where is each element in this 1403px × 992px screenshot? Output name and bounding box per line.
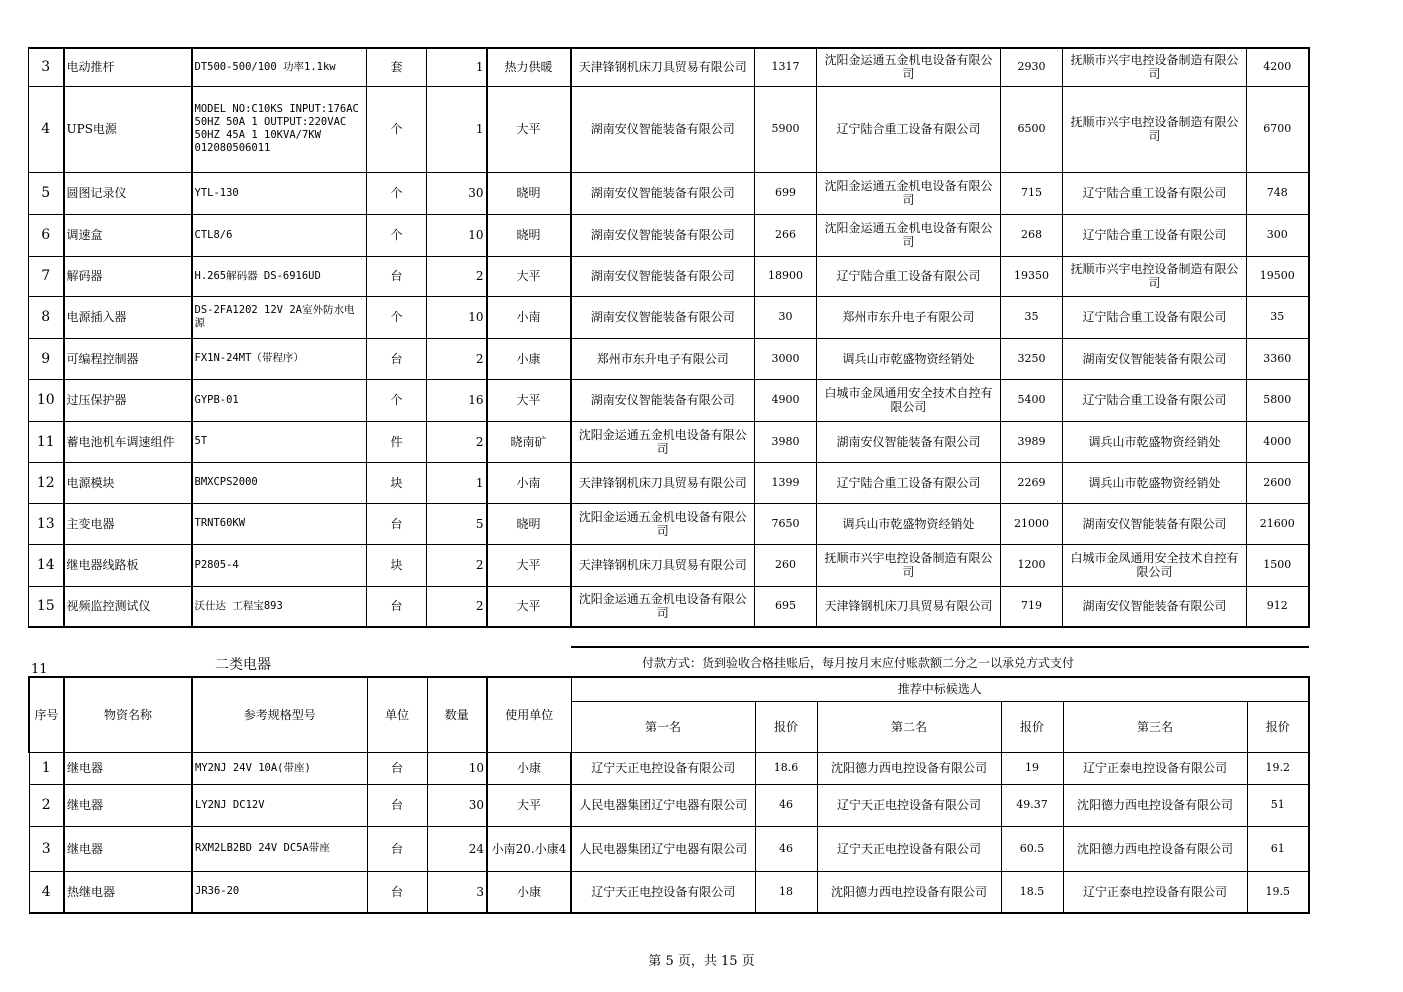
- third-price: 19.2: [1247, 752, 1309, 784]
- second-price: 6500: [1001, 86, 1063, 172]
- second-supplier: 天津锋钢机床刀具贸易有限公司: [817, 586, 1001, 627]
- table-row: [29, 544, 1309, 586]
- third-price: 4000: [1247, 421, 1309, 462]
- first-price: 5900: [755, 86, 817, 172]
- table-body: [29, 752, 1309, 913]
- second-price: 60.5: [1001, 826, 1063, 871]
- header-no: 序号: [29, 677, 64, 752]
- first-price: 1317: [755, 48, 817, 86]
- third-supplier: 湖南安仪智能装备有限公司: [1063, 503, 1247, 544]
- payment-terms: 付款方式：货到验收合格挂账后，每月按月末应付账款额二分之一以承兑方式支付: [642, 656, 1075, 670]
- first-supplier: 人民电器集团辽宁电器有限公司: [571, 784, 755, 826]
- first-supplier: 辽宁天正电控设备有限公司: [571, 871, 755, 913]
- row-number: 15: [29, 586, 64, 627]
- quantity: 30: [427, 784, 487, 826]
- third-supplier: 湖南安仪智能装备有限公司: [1063, 586, 1247, 627]
- first-supplier: 湖南安仪智能装备有限公司: [571, 379, 755, 421]
- second-price: 1200: [1001, 544, 1063, 586]
- quantity: 1: [427, 86, 487, 172]
- table-row: [29, 871, 1309, 913]
- quantity: 1: [427, 462, 487, 503]
- first-price: 1399: [755, 462, 817, 503]
- first-price: 4900: [755, 379, 817, 421]
- third-supplier: 沈阳德力西电控设备有限公司: [1063, 826, 1247, 871]
- unit: 个: [367, 214, 427, 256]
- item-name: 继电器: [64, 826, 192, 871]
- spec-model: BMXCPS2000: [192, 462, 367, 503]
- item-name: 调速盒: [64, 214, 192, 256]
- second-supplier: 辽宁天正电控设备有限公司: [817, 784, 1001, 826]
- item-name: 热继电器: [64, 871, 192, 913]
- unit: 块: [367, 544, 427, 586]
- section-title: 二类电器: [215, 657, 271, 673]
- second-price: 719: [1001, 586, 1063, 627]
- first-supplier: 天津锋钢机床刀具贸易有限公司: [571, 48, 755, 86]
- second-supplier: 调兵山市乾盛物资经销处: [817, 503, 1001, 544]
- first-price: 3000: [755, 338, 817, 379]
- third-price: 5800: [1247, 379, 1309, 421]
- third-supplier: 调兵山市乾盛物资经销处: [1063, 421, 1247, 462]
- first-supplier: 湖南安仪智能装备有限公司: [571, 86, 755, 172]
- second-supplier: 湖南安仪智能装备有限公司: [817, 421, 1001, 462]
- third-price: 912: [1247, 586, 1309, 627]
- second-price: 18.5: [1001, 871, 1063, 913]
- row-number: 10: [29, 379, 64, 421]
- spec-model: TRNT60KW: [192, 503, 367, 544]
- table-row: [29, 296, 1309, 338]
- unit: 件: [367, 421, 427, 462]
- header-price3: 报价: [1247, 701, 1309, 752]
- unit: 个: [367, 172, 427, 214]
- using-unit: 小康: [487, 871, 571, 913]
- third-price: 19.5: [1247, 871, 1309, 913]
- row-number: 2: [29, 784, 64, 826]
- table-row: [29, 379, 1309, 421]
- first-price: 699: [755, 172, 817, 214]
- spec-model: LY2NJ DC12V: [192, 784, 367, 826]
- footer-suffix: 页: [741, 954, 755, 969]
- table-row: [29, 172, 1309, 214]
- using-unit: 大平: [487, 379, 571, 421]
- header-name: 物资名称: [64, 677, 192, 752]
- second-price: 3250: [1001, 338, 1063, 379]
- item-name: 可编程控制器: [64, 338, 192, 379]
- row-number: 6: [29, 214, 64, 256]
- row-number: 1: [29, 752, 64, 784]
- second-supplier: 沈阳德力西电控设备有限公司: [817, 752, 1001, 784]
- header-second: 第二名: [817, 701, 1001, 752]
- spec-model: DS-2FA1202 12V 2A室外防水电源: [192, 296, 367, 338]
- table-body: [29, 48, 1309, 627]
- using-unit: 大平: [487, 586, 571, 627]
- spec-model: MODEL NO:C10KS INPUT:176AC 50HZ 50A 1 OUTPUT:220VAC 50HZ 45A 1 10KVA/7KW 012080506011: [192, 86, 367, 172]
- using-unit: 热力供暖: [487, 48, 571, 86]
- second-supplier: 郑州市东升电子有限公司: [817, 296, 1001, 338]
- row-number: 5: [29, 172, 64, 214]
- unit: 台: [367, 256, 427, 296]
- spec-model: JR36-20: [192, 871, 367, 913]
- first-price: 18900: [755, 256, 817, 296]
- spec-model: YTL-130: [192, 172, 367, 214]
- first-supplier: 沈阳金运通五金机电设备有限公司: [571, 586, 755, 627]
- item-name: 电动推杆: [64, 48, 192, 86]
- footer-total: 15: [721, 954, 738, 969]
- item-name: 圆图记录仪: [64, 172, 192, 214]
- spec-model: GYPB-01: [192, 379, 367, 421]
- spec-model: 5T: [192, 421, 367, 462]
- footer-prefix: 第: [648, 954, 662, 969]
- first-price: 46: [755, 784, 817, 826]
- second-price: 21000: [1001, 503, 1063, 544]
- using-unit: 小康: [487, 752, 571, 784]
- second-price: 3989: [1001, 421, 1063, 462]
- second-price: 19350: [1001, 256, 1063, 296]
- first-supplier: 湖南安仪智能装备有限公司: [571, 172, 755, 214]
- second-price: 49.37: [1001, 784, 1063, 826]
- quantity: 2: [427, 544, 487, 586]
- third-price: 35: [1247, 296, 1309, 338]
- header-spec: 参考规格型号: [192, 677, 367, 752]
- unit: 个: [367, 379, 427, 421]
- third-supplier: 辽宁正泰电控设备有限公司: [1063, 871, 1247, 913]
- unit: 台: [367, 784, 427, 826]
- row-number: 7: [29, 256, 64, 296]
- third-price: 6700: [1247, 86, 1309, 172]
- row-number: 9: [29, 338, 64, 379]
- second-price: 715: [1001, 172, 1063, 214]
- third-supplier: 抚顺市兴宇电控设备制造有限公司: [1063, 86, 1247, 172]
- third-price: 2600: [1247, 462, 1309, 503]
- header-price2: 报价: [1001, 701, 1063, 752]
- second-supplier: 沈阳德力西电控设备有限公司: [817, 871, 1001, 913]
- item-name: 继电器: [64, 784, 192, 826]
- spec-model: RXM2LB2BD 24V DC5A带座: [192, 826, 367, 871]
- spec-model: MY2NJ 24V 10A(带座): [192, 752, 367, 784]
- quantity: 10: [427, 752, 487, 784]
- page-footer: [0, 950, 1403, 969]
- row-number: 14: [29, 544, 64, 586]
- table-row: [29, 214, 1309, 256]
- third-supplier: 辽宁正泰电控设备有限公司: [1063, 752, 1247, 784]
- first-price: 18: [755, 871, 817, 913]
- third-price: 1500: [1247, 544, 1309, 586]
- section-number: 11: [31, 662, 48, 677]
- table-row: [29, 338, 1309, 379]
- header-price1: 报价: [755, 701, 817, 752]
- table-row: [29, 503, 1309, 544]
- second-price: 2930: [1001, 48, 1063, 86]
- quantity: 2: [427, 586, 487, 627]
- third-price: 3360: [1247, 338, 1309, 379]
- using-unit: 大平: [487, 256, 571, 296]
- spec-model: CTL8/6: [192, 214, 367, 256]
- third-supplier: 调兵山市乾盛物资经销处: [1063, 462, 1247, 503]
- unit: 个: [367, 296, 427, 338]
- third-supplier: 辽宁陆合重工设备有限公司: [1063, 379, 1247, 421]
- header-unit: 单位: [367, 677, 427, 752]
- table-row: [29, 421, 1309, 462]
- second-supplier: 沈阳金运通五金机电设备有限公司: [817, 48, 1001, 86]
- quantity: 2: [427, 421, 487, 462]
- item-name: UPS电源: [64, 86, 192, 172]
- spec-model: FX1N-24MT（带程序）: [192, 338, 367, 379]
- using-unit: 晓明: [487, 214, 571, 256]
- first-supplier: 郑州市东升电子有限公司: [571, 338, 755, 379]
- third-price: 19500: [1247, 256, 1309, 296]
- third-supplier: 白城市金凤通用安全技术自控有限公司: [1063, 544, 1247, 586]
- first-price: 695: [755, 586, 817, 627]
- first-supplier: 沈阳金运通五金机电设备有限公司: [571, 421, 755, 462]
- row-number: 13: [29, 503, 64, 544]
- row-number: 8: [29, 296, 64, 338]
- unit: 台: [367, 826, 427, 871]
- item-name: 主变电器: [64, 503, 192, 544]
- payment-divider: [571, 646, 1309, 648]
- second-supplier: 抚顺市兴宇电控设备制造有限公司: [817, 544, 1001, 586]
- footer-mid: 页，共: [677, 954, 717, 969]
- procurement-table-continued: [28, 47, 1310, 628]
- spec-model: DT500-500/100 功率1.1kw: [192, 48, 367, 86]
- first-supplier: 湖南安仪智能装备有限公司: [571, 256, 755, 296]
- using-unit: 晓明: [487, 503, 571, 544]
- first-price: 30: [755, 296, 817, 338]
- third-price: 21600: [1247, 503, 1309, 544]
- second-supplier: 调兵山市乾盛物资经销处: [817, 338, 1001, 379]
- using-unit: 晓明: [487, 172, 571, 214]
- third-supplier: 抚顺市兴宇电控设备制造有限公司: [1063, 256, 1247, 296]
- second-price: 2269: [1001, 462, 1063, 503]
- quantity: 3: [427, 871, 487, 913]
- unit: 台: [367, 752, 427, 784]
- table-row: [29, 784, 1309, 826]
- third-price: 300: [1247, 214, 1309, 256]
- item-name: 蓄电池机车调速组件: [64, 421, 192, 462]
- spec-model: P2805-4: [192, 544, 367, 586]
- item-name: 解码器: [64, 256, 192, 296]
- first-supplier: 天津锋钢机床刀具贸易有限公司: [571, 462, 755, 503]
- table-row: [29, 48, 1309, 86]
- table-row: [29, 462, 1309, 503]
- header-qty: 数量: [427, 677, 487, 752]
- second-price: 19: [1001, 752, 1063, 784]
- first-price: 260: [755, 544, 817, 586]
- table-row: [29, 586, 1309, 627]
- second-supplier: 辽宁陆合重工设备有限公司: [817, 86, 1001, 172]
- third-price: 748: [1247, 172, 1309, 214]
- second-price: 35: [1001, 296, 1063, 338]
- unit: 台: [367, 586, 427, 627]
- header-first: 第一名: [571, 701, 755, 752]
- quantity: 5: [427, 503, 487, 544]
- footer-page: 5: [665, 954, 674, 969]
- using-unit: 小南: [487, 462, 571, 503]
- item-name: 过压保护器: [64, 379, 192, 421]
- table-header: [29, 677, 1309, 752]
- table-row: [29, 752, 1309, 784]
- first-supplier: 湖南安仪智能装备有限公司: [571, 214, 755, 256]
- third-supplier: 湖南安仪智能装备有限公司: [1063, 338, 1247, 379]
- row-number: 3: [29, 826, 64, 871]
- third-price: 51: [1247, 784, 1309, 826]
- using-unit: 大平: [487, 544, 571, 586]
- row-number: 3: [29, 48, 64, 86]
- second-supplier: 辽宁天正电控设备有限公司: [817, 826, 1001, 871]
- using-unit: 晓南矿: [487, 421, 571, 462]
- third-supplier: 辽宁陆合重工设备有限公司: [1063, 172, 1247, 214]
- using-unit: 小康: [487, 338, 571, 379]
- unit: 个: [367, 86, 427, 172]
- item-name: 继电器线路板: [64, 544, 192, 586]
- third-price: 61: [1247, 826, 1309, 871]
- using-unit: 小南20.小康4: [487, 826, 571, 871]
- spec-model: 沃仕达 工程宝893: [192, 586, 367, 627]
- second-supplier: 白城市金凤通用安全技术自控有限公司: [817, 379, 1001, 421]
- third-supplier: 抚顺市兴宇电控设备制造有限公司: [1063, 48, 1247, 86]
- first-price: 3980: [755, 421, 817, 462]
- unit: 台: [367, 338, 427, 379]
- quantity: 2: [427, 338, 487, 379]
- row-number: 12: [29, 462, 64, 503]
- second-supplier: 沈阳金运通五金机电设备有限公司: [817, 214, 1001, 256]
- table-row: [29, 256, 1309, 296]
- row-number: 4: [29, 86, 64, 172]
- item-name: 继电器: [64, 752, 192, 784]
- second-price: 268: [1001, 214, 1063, 256]
- unit: 套: [367, 48, 427, 86]
- first-supplier: 天津锋钢机床刀具贸易有限公司: [571, 544, 755, 586]
- unit: 台: [367, 871, 427, 913]
- first-supplier: 人民电器集团辽宁电器有限公司: [571, 826, 755, 871]
- second-supplier: 沈阳金运通五金机电设备有限公司: [817, 172, 1001, 214]
- table-row: [29, 826, 1309, 871]
- using-unit: 大平: [487, 784, 571, 826]
- quantity: 10: [427, 296, 487, 338]
- first-supplier: 沈阳金运通五金机电设备有限公司: [571, 503, 755, 544]
- first-price: 7650: [755, 503, 817, 544]
- header-user: 使用单位: [487, 677, 571, 752]
- quantity: 10: [427, 214, 487, 256]
- unit: 台: [367, 503, 427, 544]
- quantity: 1: [427, 48, 487, 86]
- first-price: 46: [755, 826, 817, 871]
- row-number: 11: [29, 421, 64, 462]
- using-unit: 大平: [487, 86, 571, 172]
- first-supplier: 湖南安仪智能装备有限公司: [571, 296, 755, 338]
- row-number: 4: [29, 871, 64, 913]
- electrical-table: [28, 676, 1310, 914]
- quantity: 16: [427, 379, 487, 421]
- third-supplier: 沈阳德力西电控设备有限公司: [1063, 784, 1247, 826]
- third-price: 4200: [1247, 48, 1309, 86]
- second-supplier: 辽宁陆合重工设备有限公司: [817, 462, 1001, 503]
- item-name: 视频监控测试仪: [64, 586, 192, 627]
- item-name: 电源插入器: [64, 296, 192, 338]
- spec-model: H.265解码器 DS-6916UD: [192, 256, 367, 296]
- quantity: 30: [427, 172, 487, 214]
- second-supplier: 辽宁陆合重工设备有限公司: [817, 256, 1001, 296]
- table-row: [29, 86, 1309, 172]
- second-price: 5400: [1001, 379, 1063, 421]
- unit: 块: [367, 462, 427, 503]
- third-supplier: 辽宁陆合重工设备有限公司: [1063, 296, 1247, 338]
- third-supplier: 辽宁陆合重工设备有限公司: [1063, 214, 1247, 256]
- item-name: 电源模块: [64, 462, 192, 503]
- first-supplier: 辽宁天正电控设备有限公司: [571, 752, 755, 784]
- header-third: 第三名: [1063, 701, 1247, 752]
- header-recommend: 推荐中标候选人: [571, 677, 1309, 701]
- first-price: 266: [755, 214, 817, 256]
- using-unit: 小南: [487, 296, 571, 338]
- quantity: 2: [427, 256, 487, 296]
- quantity: 24: [427, 826, 487, 871]
- first-price: 18.6: [755, 752, 817, 784]
